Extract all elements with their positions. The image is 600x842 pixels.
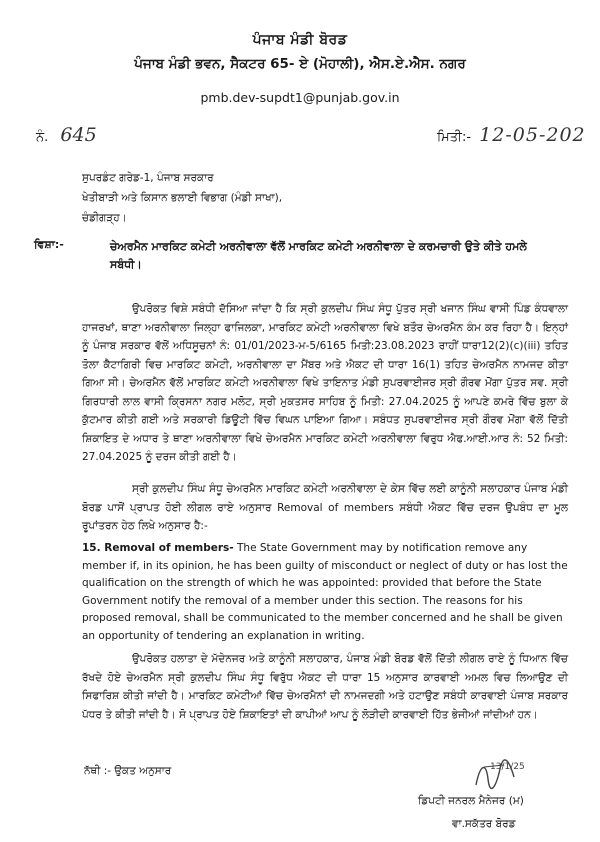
body-paragraph-1: ਉਪਰੋਕਤ ਵਿਸ਼ੇ ਸਬੰਧੀ ਦੱਸਿਆ ਜਾਂਦਾ ਹੈ ਕਿ ਸ੍ਰੀ ਕੁਲਦੀਪ ਸਿੰਘ ਸੰਧੂ ਪੁੱਤਰ ਸ੍ਰੀ ਖਜਾਨ ਸਿੰਘ ਵਾਸੀ ਪਿੰਡ ਕੰਧਵਾਲਾ ਹਾਜਰਖਾਂ, ਥਾਣਾ ਅਰਨੀਵਾਲਾ ਜਿਲ੍ਹਾ ਫਾਜਿਲਕਾ, ਮਾਰਕਿਟ ਕਮੇਟੀ ਅਰਨੀਵਾਲਾ ਵਿਖੇ ਬਤੌਰ ਚੇਅਰਮੈਨ ਕੰਮ ਕਰ ਰਿਹਾ ਹੈ। ਇਨ੍ਹਾਂ ਨੂੰ ਪੰਜਾਬ ਸਰਕਾਰ ਵੱਲੋਂ ਅਧਿਸੂਚਨਾਂ ਨੰ: 01/01/2023-ਮ-5/6165 ਮਿਤੀ:23.08.2023 ਰਾਹੀਂ ਧਾਰਾ12(2)(c)(iii) ਤਹਿਤ ਤੋਲਾ ਕੈਟਾਗਿਰੀ ਵਿਚ ਮਾਰਕਿਟ ਕਮੇਟੀ, ਅਰਨੀਵਾਲਾ ਦਾ ਮੈਂਬਰ ਅਤੇ ਐਕਟ ਦੀ ਧਾਰਾ 16(1) ਤਹਿਤ ਚੇਅਰਮੈਨ ਨਾਮਜਦ ਕੀਤਾ ਗਿਆ ਸੀ। ਚੇਅਰਮੈਨ ਵੱਲੋਂ ਮਾਰਕਿਟ ਕਮੇਟੀ ਅਰਨੀਵਾਲਾ ਵਿਖੇ ਤਾਇਨਾਤ ਮੰਡੀ ਸੁਪਰਵਾਈਜਰ ਸ੍ਰੀ ਗੌਰਵ ਮੋਂਗਾ ਪੁੱਤਰ ਸਵ. ਸ੍ਰੀ ਗਿਰਧਾਰੀ ਲਾਲ ਵਾਸੀ ਕ੍ਰਿਸਨਾ ਨਗਰ ਮਲੋਟ, ਸ੍ਰੀ ਮੁਕਤਸਰ ਸਾਹਿਬ ਨੂੰ ਮਿਤੀ: 27.04.2025 ਨੂੰ ਆਪਣੇ ਕਮਰੇ ਵਿੱਚ ਬੁਲਾ ਕੇ ਕੁੱਟਮਾਰ ਕੀਤੀ ਗਈ ਅਤੇ ਸਰਕਾਰੀ ਡਿਊਟੀ ਵਿੱਚ ਵਿਘਨ ਪਾਇਆ ਗਿਆ। ਸਬੰਧਤ ਸੁਪਰਵਾਈਜਰ ਸ੍ਰੀ ਗੌਰਵ ਮੋਂਗਾ ਵੱਲੋਂ ਦਿੱਤੀ ਸ਼ਿਕਾਇਤ ਦੇ ਅਧਾਰ ਤੇ ਥਾਣਾ ਅਰਨੀਵਾਲਾ ਵਿਖੇ ਚੇਅਰਮੈਨ ਮਾਰਕਿਟ ਕਮੇਟੀ ਅਰਨੀਵਾਲਾ ਵਿਰੁਧ ਐਫ.ਆਈ.ਆਰ ਨੰ: 52 ਮਿਤੀ: 27.04.2025 ਨੂੰ ਦਰਜ ਕੀਤੀ ਗਈ ਹੈ। bbox=[82, 303, 568, 463]
signature-date-mark: 13/1/25 bbox=[490, 762, 525, 772]
date-value: 12-05-202 bbox=[479, 124, 586, 146]
organization-name: ਪੰਜਾਬ ਮੰਡੀ ਬੋਰਡ bbox=[252, 32, 348, 48]
legal-heading: 15. Removal of members- bbox=[82, 542, 234, 554]
signatory-office: ਵਾ.ਸਕੱਤਰ ਬੋਰਡ bbox=[452, 818, 516, 830]
recipient-line: ਚੰਡੀਗੜ੍ਹ। bbox=[82, 212, 127, 224]
legal-text: The State Government may by notification remove any member if, in its opinion, he has been guilty of misconduct or neglect of duty or has lost the qualification on the strength of which he was appointed: provided that before the State Government notify the removal of a member under this section. The reasons for his proposed removal, shall be communicated to the member concerned and he shall be given an opportunity of tendering an explanation in writing. bbox=[82, 542, 568, 642]
body-paragraph-2: ਸ੍ਰੀ ਕੁਲਦੀਪ ਸਿੰਘ ਸੰਧੂ ਚੇਅਰਮੈਨ ਮਾਰਕਿਟ ਕਮੇਟੀ ਅਰਨੀਵਾਲਾ ਦੇ ਕੇਸ ਵਿੱਚ ਲਈ ਕਾਨੂੰਨੀ ਸਲਾਹਕਾਰ ਪੰਜਾਬ ਮੰਡੀ ਬੋਰਡ ਪਾਸੋਂ ਪ੍ਰਾਪਤ ਹੋਈ ਲੀਗਲ ਰਾਏ ਅਨੁਸਾਰ Removal of members ਸਬੰਧੀ ਐਕਟ ਵਿੱਚ ਦਰਜ ਉਪਬੰਧ ਦਾ ਮੂਲ ਰੂਪਾਂਤਰਨ ਹੇਠ ਲਿਖੇ ਅਨੁਸਾਰ ਹੈ:- bbox=[82, 483, 568, 532]
subject-label: ਵਿਸ਼ਾ:- bbox=[34, 238, 64, 251]
signatory-designation: ਡਿਪਟੀ ਜਨਰਲ ਮੈਨੇਜਰ (ਮ) bbox=[418, 795, 524, 807]
body-paragraph-3: ਉਪਰੋਕਤ ਹਲਾਤਾ ਦੇ ਮੱਦੇਨਜਰ ਅਤੇ ਕਾਨੂੰਨੀ ਸਲਾਹਕਾਰ, ਪੰਜਾਬ ਮੰਡੀ ਬੋਰਡ ਵੱਲੋਂ ਦਿੱਤੀ ਲੀਗਲ ਰਾਏ ਨੂੰ ਧਿਆਨ ਵਿੱਚ ਰੱਖਦੇ ਹੋਏ ਚੇਅਰਮੈਨ ਸ੍ਰੀ ਕੁਲਦੀਪ ਸਿੰਘ ਸੰਧੂ ਵਿਰੁੱਧ ਐਕਟ ਦੀ ਧਾਰਾ 15 ਅਨੁਸਾਰ ਕਾਰਵਾਈ ਅਮਲ ਵਿਚ ਲਿਆਉਣ ਦੀ ਸਿਫਾਰਿਸ਼ ਕੀਤੀ ਜਾਂਦੀ ਹੈ। ਮਾਰਕਿਟ ਕਮੇਟੀਆਂ ਵਿੱਚ ਚੇਅਰਮੈਨਾਂ ਦੀ ਨਾਮਜਦਗੀ ਅਤੇ ਹਟਾਉਣ ਸਬੰਧੀ ਕਾਰਵਾਈ ਪੰਜਾਬ ਸਰਕਾਰ ਪੱਧਰ ਤੇ ਕੀਤੀ ਜਾਂਦੀ ਹੈ। ਸੋ ਪ੍ਰਾਪਤ ਹੋਏ ਸ਼ਿਕਾਇਤਾਂ ਦੀ ਕਾਪੀਆਂ ਆਪ ਨੂੰ ਲੋੜੀਦੀ ਕਾਰਵਾਈ ਹਿੱਤ ਭੇਜੀਆਂ ਜਾਂਦੀਆਂ ਹਨ। bbox=[82, 653, 568, 721]
recipient-block bbox=[82, 168, 522, 228]
date-label: ਮਿਤੀ:- bbox=[437, 130, 472, 145]
recipient-line: ਸੁਪਰਡੰਟ ਗਰੇਡ-1, ਪੰਜਾਬ ਸਰਕਾਰ bbox=[82, 172, 214, 184]
reference-value: 645 bbox=[60, 124, 97, 146]
signature-scribble-icon bbox=[470, 757, 530, 793]
handwritten-signature bbox=[470, 757, 530, 797]
organization-address: ਪੰਜਾਬ ਮੰਡੀ ਭਵਨ, ਸੈਕਟਰ 65- ਏ (ਮੋਹਾਲੀ), ਐਸ.ਏ.ਐਸ. ਨਗਰ bbox=[134, 56, 466, 72]
recipient-line: ਖੇਤੀਬਾੜੀ ਅਤੇ ਕਿਸਾਨ ਭਲਾਈ ਵਿਭਾਗ (ਮੰਡੀ ਸਾਖਾ), bbox=[82, 192, 283, 204]
organization-email: pmb.dev-supdt1@punjab.gov.in bbox=[200, 90, 400, 105]
enclosure-note: ਨੱਥੀ :- ਉਕਤ ਅਨੁਸਾਰ bbox=[84, 765, 172, 777]
subject-text: ਚੇਅਰਮੈਨ ਮਾਰਕਿਟ ਕਮੇਟੀ ਅਰਨੀਵਾਲਾ ਵੱਲੋਂ ਮਾਰਕਿਟ ਕਮੇਟੀ ਅਰਨੀਵਾਲਾ ਦੇ ਕਰਮਚਾਰੀ ਉਤੇ ਕੀਤੇ ਹਮਲੇ ਸਬੰਧੀ। bbox=[110, 240, 527, 271]
legal-excerpt bbox=[82, 540, 572, 645]
reference-label: ਨੰ. bbox=[36, 130, 49, 145]
reference-number bbox=[36, 124, 97, 146]
letter-date bbox=[437, 124, 586, 146]
